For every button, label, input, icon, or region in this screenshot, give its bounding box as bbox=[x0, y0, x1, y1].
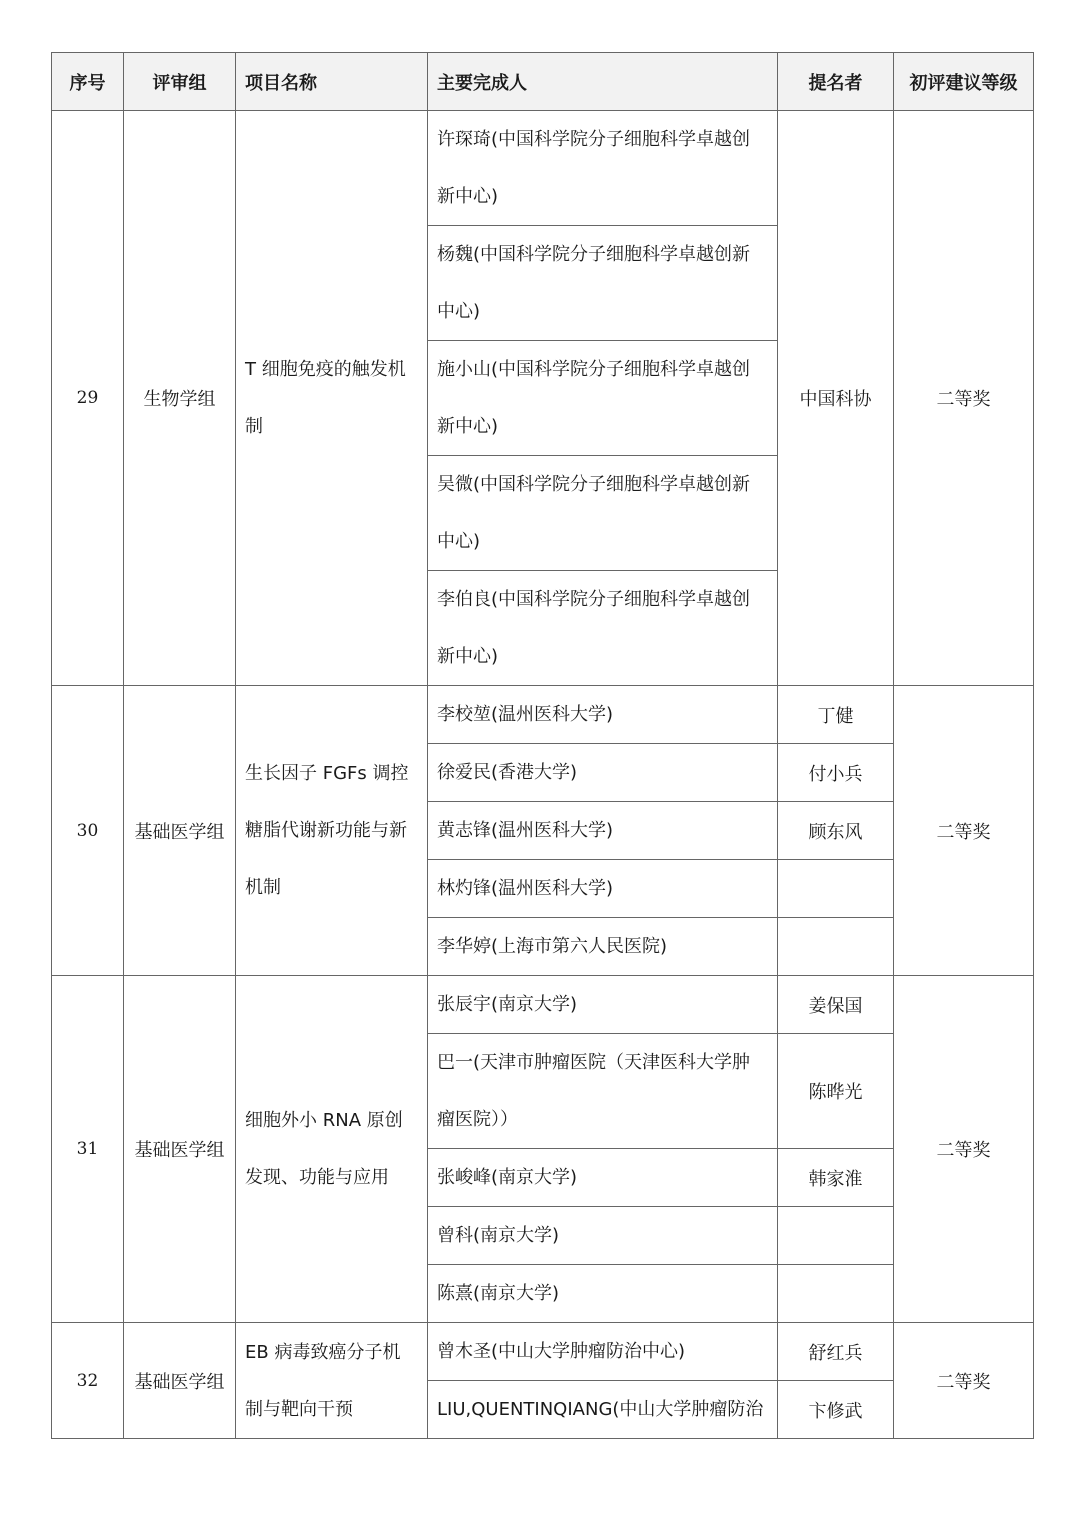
project-cell: T 细胞免疫的触发机制 bbox=[236, 111, 428, 686]
table-row bbox=[52, 976, 1034, 1034]
level-cell: 二等奖 bbox=[894, 686, 1034, 976]
group-cell: 生物学组 bbox=[124, 111, 236, 686]
nominator-cell: 丁健 bbox=[778, 686, 894, 744]
person-cell: 张峻峰(南京大学) bbox=[428, 1149, 778, 1207]
nominator-cell: 中国科协 bbox=[778, 111, 894, 686]
nominator-cell: 姜保国 bbox=[778, 976, 894, 1034]
person-cell: 黄志锋(温州医科大学) bbox=[428, 802, 778, 860]
person-cell: 许琛琦(中国科学院分子细胞科学卓越创新中心) bbox=[428, 111, 778, 226]
nominator-cell-empty bbox=[778, 1265, 894, 1323]
nominator-cell: 陈晔光 bbox=[778, 1034, 894, 1149]
seq-cell: 30 bbox=[52, 686, 124, 976]
project-cell: EB 病毒致癌分子机制与靶向干预 bbox=[236, 1323, 428, 1439]
project-cell: 生长因子 FGFs 调控糖脂代谢新功能与新机制 bbox=[236, 686, 428, 976]
nominator-cell: 韩家淮 bbox=[778, 1149, 894, 1207]
person-cell: LIU,QUENTINQIANG(中山大学肿瘤防治 bbox=[428, 1381, 778, 1439]
person-cell: 张辰宇(南京大学) bbox=[428, 976, 778, 1034]
person-cell: 陈熹(南京大学) bbox=[428, 1265, 778, 1323]
header-nominator: 提名者 bbox=[778, 53, 894, 111]
table-row bbox=[52, 111, 1034, 226]
header-group: 评审组 bbox=[124, 53, 236, 111]
person-cell: 林灼锋(温州医科大学) bbox=[428, 860, 778, 918]
project-cell: 细胞外小 RNA 原创发现、功能与应用 bbox=[236, 976, 428, 1323]
nominator-cell-empty bbox=[778, 860, 894, 918]
person-cell: 徐爱民(香港大学) bbox=[428, 744, 778, 802]
level-cell: 二等奖 bbox=[894, 111, 1034, 686]
header-level: 初评建议等级 bbox=[894, 53, 1034, 111]
header-seq: 序号 bbox=[52, 53, 124, 111]
person-cell: 李伯良(中国科学院分子细胞科学卓越创新中心) bbox=[428, 571, 778, 686]
person-cell: 曾科(南京大学) bbox=[428, 1207, 778, 1265]
table-row bbox=[52, 686, 1034, 744]
level-cell: 二等奖 bbox=[894, 976, 1034, 1323]
person-cell: 吴微(中国科学院分子细胞科学卓越创新中心) bbox=[428, 456, 778, 571]
awards-table bbox=[51, 52, 1034, 1439]
group-cell: 基础医学组 bbox=[124, 686, 236, 976]
group-cell: 基础医学组 bbox=[124, 976, 236, 1323]
nominator-cell-empty bbox=[778, 1207, 894, 1265]
header-project: 项目名称 bbox=[236, 53, 428, 111]
nominator-cell: 付小兵 bbox=[778, 744, 894, 802]
person-cell: 巴一(天津市肿瘤医院（天津医科大学肿瘤医院）） bbox=[428, 1034, 778, 1149]
person-cell: 李校堃(温州医科大学) bbox=[428, 686, 778, 744]
group-cell: 基础医学组 bbox=[124, 1323, 236, 1439]
nominator-cell-empty bbox=[778, 918, 894, 976]
nominator-cell: 卞修武 bbox=[778, 1381, 894, 1439]
person-cell: 杨魏(中国科学院分子细胞科学卓越创新中心) bbox=[428, 226, 778, 341]
seq-cell: 31 bbox=[52, 976, 124, 1323]
nominator-cell: 舒红兵 bbox=[778, 1323, 894, 1381]
header-row bbox=[52, 53, 1034, 111]
nominator-cell: 顾东风 bbox=[778, 802, 894, 860]
level-cell: 二等奖 bbox=[894, 1323, 1034, 1439]
header-persons: 主要完成人 bbox=[428, 53, 778, 111]
seq-cell: 29 bbox=[52, 111, 124, 686]
table-row bbox=[52, 1323, 1034, 1381]
seq-cell: 32 bbox=[52, 1323, 124, 1439]
person-cell: 曾木圣(中山大学肿瘤防治中心) bbox=[428, 1323, 778, 1381]
person-cell: 李华婷(上海市第六人民医院) bbox=[428, 918, 778, 976]
person-cell: 施小山(中国科学院分子细胞科学卓越创新中心) bbox=[428, 341, 778, 456]
